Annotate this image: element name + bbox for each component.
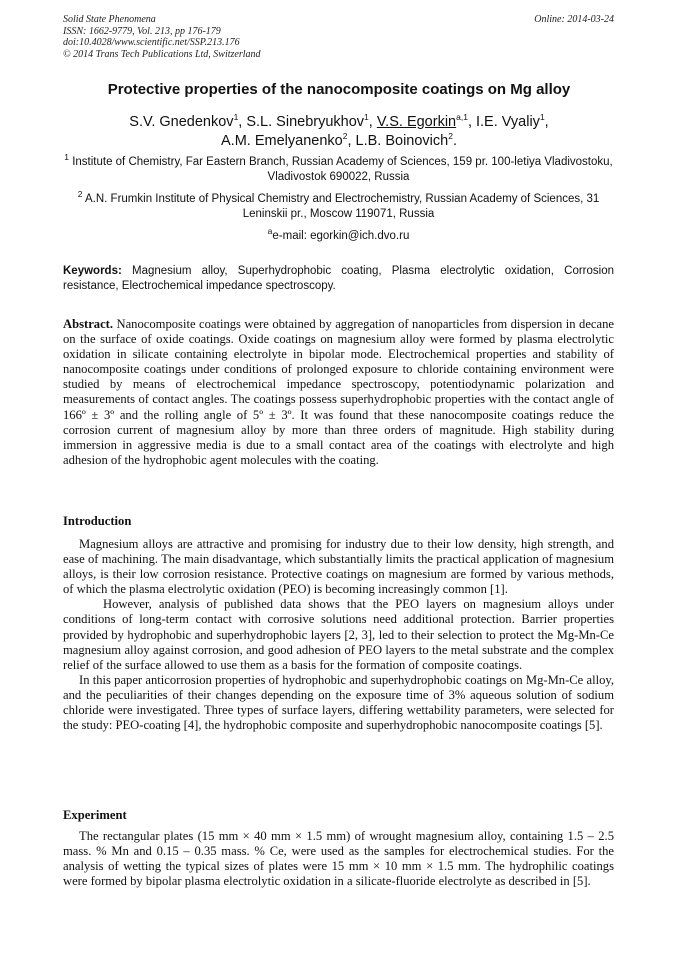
author-separator: ,: [544, 114, 549, 130]
paragraph: Magnesium alloys are attractive and promising for industry due to their low density, high strength, and ease of machining. The main disadvantage, which substantially limits the practical application of magnesium alloys, is their low corrosion resistance. Protective coatings on magnesium are formed by various methods, of which the plasma electrolytic oxidation (PEO) is becoming increasingly common [1].: [63, 537, 614, 597]
author-separator: ,: [347, 133, 356, 149]
author-separator: ,: [467, 114, 476, 130]
keywords: [63, 264, 614, 294]
keywords-text: Magnesium alloy, Superhydrophobic coating, Plasma electrolytic oxidation, Corrosion resistance, Electrochemical impedance spectroscopy.: [63, 265, 615, 292]
abstract-text: Nanocomposite coatings were obtained by aggregation of nanoparticles from dispersion in decane on the surface of oxide coatings. Oxide coatings on magnesium alloy were formed by plasma electrolytic oxidation in silicate containing electrolyte in bipolar mode. Electrochemical properties and stability of nanocomposite coatings under conditions of prolonged exposure to chloride containing environment were studied by means of electrochemical impedance spectroscopy, potentiodynamic polarization and measurements of contact angles. The coatings possess superhydrophobic properties with the contact angle of 166º ± 3º and the rolling angle of 5º ± 3º. It was found that these nanocomposite coatings reduce the corrosion current of magnesium alloy by more than three orders of magnitude. High stability during immersion in aggressive media is due to a small contact area of the coatings with electrolyte and high adhesion of the hydrophobic agent molecules with the coating.: [63, 317, 614, 467]
author-name: A.M. Emelyanenko: [221, 133, 343, 149]
journal-issn: ISSN: 1662-9779, Vol. 213, pp 176-179: [63, 25, 221, 37]
affiliation-text: A.N. Frumkin Institute of Physical Chemistry and Electrochemistry, Russian Academy of Sciences, 31 Leninskii pr., Moscow 119071, Russia: [85, 193, 600, 220]
affiliation-sup: 2: [77, 189, 83, 200]
journal-copyright: © 2014 Trans Tech Publications Ltd, Switzerland: [63, 48, 261, 60]
author-list: [60, 113, 618, 151]
author-name: L.B. Boinovich: [355, 133, 449, 149]
journal-name: Solid State Phenomena: [63, 14, 156, 25]
keywords-label: Keywords:: [63, 265, 122, 277]
affiliation-2: [63, 189, 614, 222]
author-name: S.V. Gnedenkov: [129, 114, 234, 130]
introduction-body: [63, 537, 614, 733]
author-affil-sup: 1: [364, 112, 369, 123]
affiliation-1: [63, 152, 614, 185]
author-affil-sup: 2: [448, 131, 453, 142]
journal-doi: doi:10.4028/www.scientific.net/SSP.213.176: [63, 37, 240, 48]
paragraph: However, analysis of published data shows that the PEO layers on magnesium alloys under conditions of long-term contact with corrosive solutions need additional protection. Barrier properties provided by hydrophobic and superhydrophobic layers [2, 3], led to their selection to protect the Mg-Mn-Ce magnesium alloy against corrosion, and good adhesion of PEO layers to the metal substrate and the complex relief of the surface allowed to use them as a basis for the formation of composite coatings.: [63, 597, 614, 672]
author-separator: ,: [238, 114, 247, 130]
online-date: Online: 2014-03-24: [534, 14, 614, 25]
email-sup: a: [267, 226, 273, 237]
experiment-body: [63, 829, 614, 889]
author-separator: ,: [368, 114, 377, 130]
affiliation-sup: 1: [64, 152, 69, 163]
author-affil-sup: 1: [539, 112, 545, 123]
author-affil-sup: 1: [233, 112, 239, 123]
abstract: [63, 317, 614, 468]
corresponding-author-name: V.S. Egorkin: [376, 114, 457, 130]
author-list-end: .: [452, 133, 457, 149]
author-email: [63, 226, 614, 244]
author-affil-sup: 2: [342, 131, 348, 142]
author-name: I.E. Vyaliy: [476, 114, 540, 130]
email-link[interactable]: e-mail: egorkin@ich.dvo.ru: [272, 230, 410, 242]
paper-title: Protective properties of the nanocomposite coatings on Mg alloy: [107, 81, 571, 98]
journal-header: [63, 14, 614, 60]
affiliation-text: Institute of Chemistry, Far Eastern Branch, Russian Academy of Sciences, 159 pr. 100-letiya Vladivostoku, Vladivostok 690022, Russia: [72, 156, 613, 183]
abstract-label: Abstract.: [63, 317, 114, 331]
paragraph: The rectangular plates (15 mm × 40 mm × 1.5 mm) of wrought magnesium alloy, containing 1.5 – 2.5 mass. % Mn and 0.15 – 0.35 mass. % Ce, were used as the samples for electrochemical studies. For the analysis of wetting the typical sizes of plates were 15 mm × 10 mm × 1.5 mm. The hydrophilic coatings were formed by bipolar plasma electrolytic oxidation in a silicate-fluoride electrolyte as described in [5].: [63, 829, 614, 889]
experiment-heading: Experiment: [63, 808, 127, 822]
paragraph: In this paper anticorrosion properties of hydrophobic and superhydrophobic coatings on Mg-Mn-Ce alloy, and the peculiarities of their changes depending on the exposure time of 3% aqueous solution of sodium chloride were investigated. Three types of surface layers, differing wettability parameters, were selected for the study: PEO-coating [4], the hydrophobic composite and superhydrophobic nanocomposite coatings [5].: [63, 672, 614, 733]
author-name: S.L. Sinebryukhov: [246, 114, 365, 130]
author-affil-sup: a,1: [456, 112, 468, 123]
introduction-heading: Introduction: [63, 514, 132, 528]
